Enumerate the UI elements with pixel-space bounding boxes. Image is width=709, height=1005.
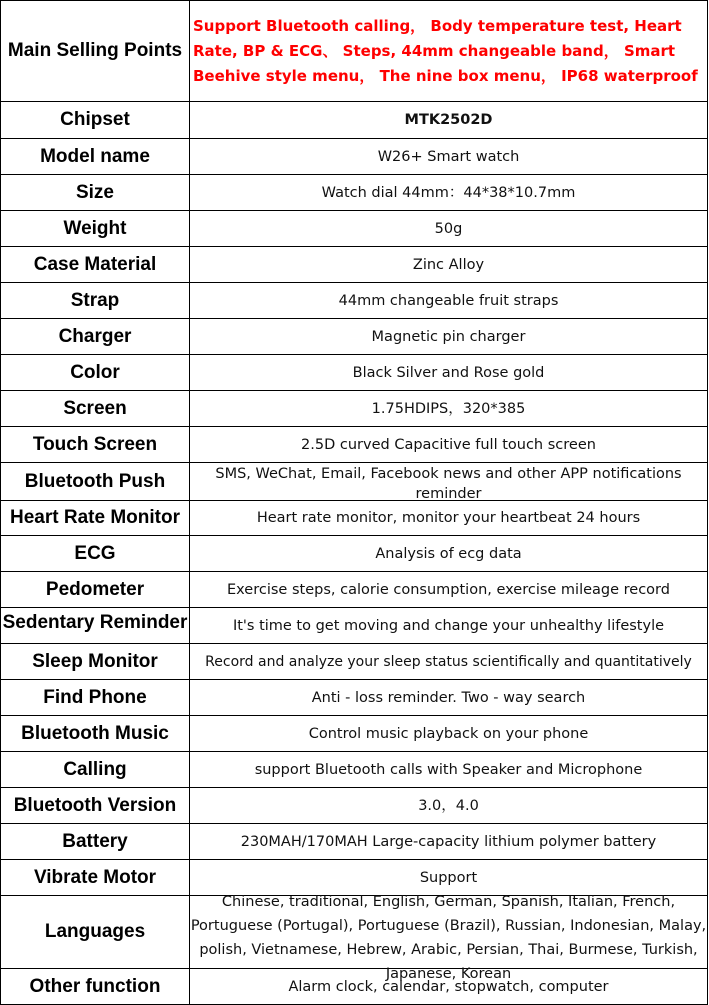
- row-label: Bluetooth Version: [1, 788, 190, 824]
- table-row: [1, 572, 708, 608]
- row-label: Strap: [1, 283, 190, 319]
- row-value: Heart rate monitor, monitor your heartbeat 24 hours: [190, 501, 708, 536]
- row-label: Touch Screen: [1, 427, 190, 463]
- table-row: [1, 969, 708, 1005]
- table-row: [1, 283, 708, 319]
- row-label: Case Material: [1, 247, 190, 283]
- row-value: support Bluetooth calls with Speaker and Microphone: [190, 752, 708, 788]
- row-value: Alarm clock, calendar, stopwatch, computer: [190, 969, 708, 1005]
- row-value: Control music playback on your phone: [190, 716, 708, 752]
- row-label: Model name: [1, 139, 190, 175]
- row-label: ECG: [1, 536, 190, 572]
- row-value: Record and analyze your sleep status scientifically and quantitatively: [190, 644, 708, 680]
- row-value: Magnetic pin charger: [190, 319, 708, 355]
- row-label: Other function: [1, 969, 190, 1005]
- row-label: Weight: [1, 211, 190, 247]
- row-label: Screen: [1, 391, 190, 427]
- row-value: Watch dial 44mm：44*38*10.7mm: [190, 175, 708, 211]
- row-value: 3.0，4.0: [190, 788, 708, 824]
- row-value: MTK2502D: [190, 102, 708, 139]
- row-value: W26+ Smart watch: [190, 139, 708, 175]
- row-value: Support: [190, 860, 708, 896]
- table-row: [1, 501, 708, 536]
- table-row: [1, 355, 708, 391]
- table-row: [1, 319, 708, 355]
- table-row: [1, 139, 708, 175]
- table-row: [1, 102, 708, 139]
- table-row: [1, 824, 708, 860]
- row-value: Exercise steps, calorie consumption, exercise mileage record: [190, 572, 708, 608]
- row-label: Pedometer: [1, 572, 190, 608]
- table-row: [1, 391, 708, 427]
- row-value: Chinese, traditional, English, German, Spanish, Italian, French, Portuguese (Portugal), Portuguese (Brazil), Russian, Indonesian, Malay, polish, Vietnamese, Hebrew, Arabic, Persian, Thai, Burmese, Turkish, Japanese, Korean: [190, 894, 707, 982]
- row-value: 2.5D curved Capacitive full touch screen: [190, 427, 708, 463]
- row-value: 44mm changeable fruit straps: [190, 283, 708, 319]
- row-label: Charger: [1, 319, 190, 355]
- row-value: Analysis of ecg data: [190, 536, 708, 572]
- row-label: Heart Rate Monitor: [1, 501, 190, 536]
- table-row: [1, 716, 708, 752]
- row-label: Vibrate Motor: [1, 860, 190, 896]
- row-value: Zinc Alloy: [190, 247, 708, 283]
- table-row: [1, 463, 708, 501]
- row-label: Find Phone: [1, 680, 190, 716]
- row-value: 230MAH/170MAH Large-capacity lithium polymer battery: [190, 824, 708, 860]
- row-value: 50g: [190, 211, 708, 247]
- row-label: Battery: [1, 824, 190, 860]
- table-row: [1, 211, 708, 247]
- table-row: [1, 427, 708, 463]
- row-value: Black Silver and Rose gold: [190, 355, 708, 391]
- table-row: [1, 247, 708, 283]
- row-label: Languages: [1, 896, 190, 969]
- table-row: [1, 896, 708, 969]
- table-row: [1, 644, 708, 680]
- table-row: [1, 788, 708, 824]
- table-row: [1, 608, 708, 644]
- row-label: Sedentary Reminder: [1, 608, 190, 644]
- row-label: Color: [1, 355, 190, 391]
- table-row: [1, 536, 708, 572]
- row-label: Sleep Monitor: [1, 644, 190, 680]
- row-label: Chipset: [1, 102, 190, 139]
- row-label: Calling: [1, 752, 190, 788]
- row-value: SMS, WeChat, Email, Facebook news and other APP notifications reminder: [190, 463, 708, 501]
- row-value: Anti - loss reminder. Two - way search: [190, 680, 708, 716]
- row-value: It's time to get moving and change your unhealthy lifestyle: [190, 608, 708, 644]
- row-value: Support Bluetooth calling， Body temperature test, Heart Rate, BP & ECG、 Steps, 44mm changeable band， Smart Beehive style menu， The nine box menu， IP68 waterproof: [190, 1, 708, 102]
- row-label: Size: [1, 175, 190, 211]
- table-row: [1, 175, 708, 211]
- table-row: [1, 752, 708, 788]
- row-value: 1.75HDIPS，320*385: [190, 391, 708, 427]
- row-label: Bluetooth Music: [1, 716, 190, 752]
- row-label: Bluetooth Push: [1, 463, 190, 501]
- table-row: [1, 1, 708, 102]
- table-row: [1, 680, 708, 716]
- row-label: Main Selling Points: [1, 1, 190, 102]
